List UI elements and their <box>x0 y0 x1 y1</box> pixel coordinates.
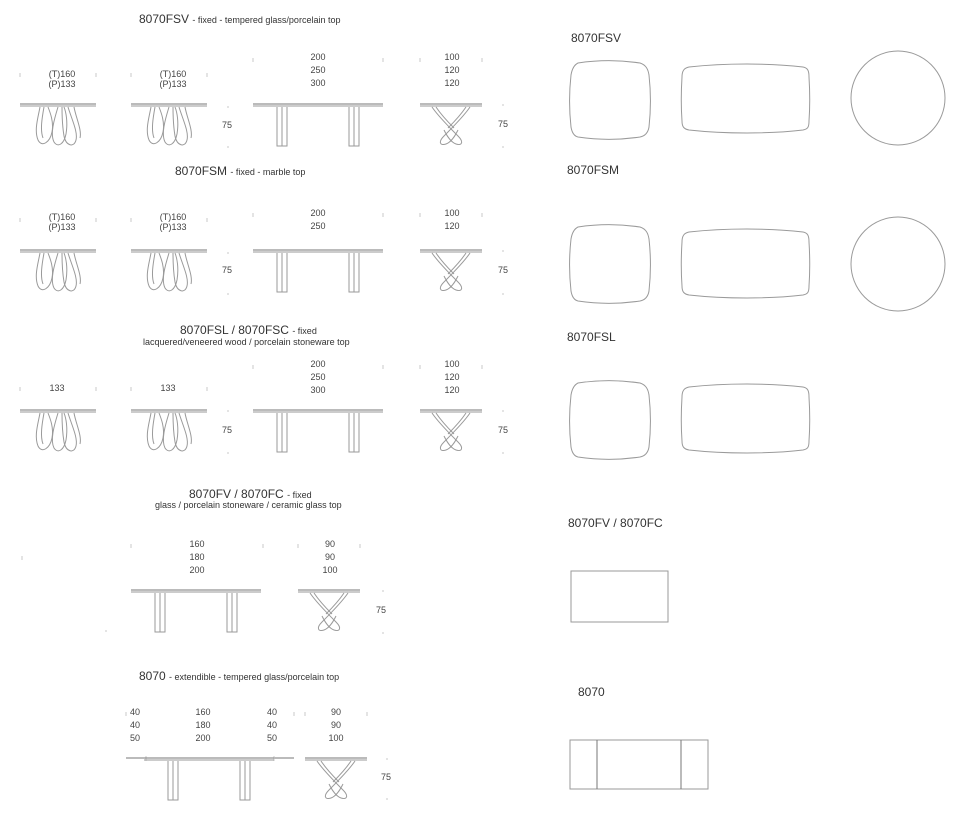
fsm-plan-square <box>570 225 651 304</box>
fv-plan-rect <box>571 571 668 622</box>
dim-front-line2: 250 <box>310 65 326 75</box>
ext-front-view <box>126 756 294 800</box>
dim-end-line2: 90 <box>330 720 341 730</box>
ext-plan-rect <box>570 740 708 789</box>
fsl-end-view <box>420 410 482 451</box>
dim-height: 75 <box>222 425 233 435</box>
dim-ext-right-line2: 40 <box>266 720 277 730</box>
dim-height: 75 <box>381 772 392 782</box>
dim-side2-line2: (P)133 <box>159 79 187 89</box>
dim-end-line1: 100 <box>444 208 460 218</box>
dim-ext-left-line3: 50 <box>129 733 140 743</box>
fsm-front-view <box>253 250 383 292</box>
dim-front-line1: 160 <box>189 539 205 549</box>
dim-front-line1: 200 <box>310 359 326 369</box>
dim-end-line1: 90 <box>330 707 341 717</box>
dim-height: 75 <box>222 265 233 275</box>
section-subline-fv: glass / porcelain stoneware / ceramic glass top <box>155 500 342 510</box>
dim-ext-left-line1: 40 <box>129 707 140 717</box>
ext-end-view <box>305 758 367 799</box>
fsm-side-view-2 <box>131 250 207 291</box>
fsl-front-view <box>253 410 383 452</box>
plan-title-fv: 8070FV / 8070FC <box>568 516 663 530</box>
dim-end-line3: 100 <box>328 733 344 743</box>
dim-end-line1: 100 <box>444 52 460 62</box>
dim-height: 75 <box>498 265 509 275</box>
dim-ext-right-line1: 40 <box>266 707 277 717</box>
dim-height: 75 <box>498 425 509 435</box>
fsm-plan-barrel <box>681 229 810 298</box>
fsl-side-view-1 <box>20 410 96 451</box>
dim-end-line2: 120 <box>444 65 460 75</box>
fsv-end-view <box>420 104 482 145</box>
dim-end-line2: 120 <box>444 372 460 382</box>
fsl-plan-barrel <box>681 384 810 453</box>
section-desc: - fixed <box>292 326 317 336</box>
dim-side2-line2: (P)133 <box>159 222 187 232</box>
dim-end-line3: 120 <box>444 385 460 395</box>
dim-height: 75 <box>498 119 509 129</box>
dim-end-line2: 90 <box>324 552 335 562</box>
fsm-side-view-1 <box>20 250 96 291</box>
dim-side2-line1: (T)160 <box>159 69 187 79</box>
fsv-plan-barrel <box>681 64 810 133</box>
dim-end-line1: 90 <box>324 539 335 549</box>
dim-side1-line1: (T)160 <box>48 69 76 79</box>
dim-front-line2: 250 <box>310 221 326 231</box>
plan-title-8070: 8070 <box>578 685 605 699</box>
fv-end-view <box>298 590 360 631</box>
section-desc: - fixed - marble top <box>230 167 306 177</box>
dim-side2-line1: (T)160 <box>159 212 187 222</box>
section-desc: - fixed - tempered glass/porcelain top <box>192 15 341 25</box>
section-code: 8070FSL / 8070FSC <box>180 323 289 337</box>
section-desc: - fixed <box>287 490 312 500</box>
dim-front-line3: 300 <box>310 78 326 88</box>
dim-front-line1: 200 <box>310 208 326 218</box>
dim-ext-left-line2: 40 <box>129 720 140 730</box>
dim-end-line2: 120 <box>444 221 460 231</box>
fsm-plan-round <box>851 217 945 311</box>
dim-front-line1: 200 <box>310 52 326 62</box>
dim-front-line2: 180 <box>195 720 211 730</box>
dim-side1-line2: (P)133 <box>48 79 76 89</box>
fv-front-view <box>131 590 261 632</box>
dim-front-line1: 160 <box>195 707 211 717</box>
section-subline-fsl: lacquered/veneered wood / porcelain stoneware top <box>143 337 350 347</box>
dim-front-line2: 250 <box>310 372 326 382</box>
dim-end-line3: 120 <box>444 78 460 88</box>
dim-side1-line1: 133 <box>49 383 65 393</box>
plan-title-fsv: 8070FSV <box>571 31 622 45</box>
fsv-side-view-1 <box>20 104 96 145</box>
plan-title-fsm: 8070FSM <box>567 163 620 177</box>
dim-front-line3: 300 <box>310 385 326 395</box>
fsl-plan-square <box>570 381 651 460</box>
section-code: 8070 <box>139 669 166 683</box>
section-desc: - extendible - tempered glass/porcelain top <box>169 672 340 682</box>
section-code: 8070FV / 8070FC <box>189 487 284 501</box>
dim-end-line3: 100 <box>322 565 338 575</box>
dimension-ticks <box>20 58 503 800</box>
fsv-plan-square <box>570 61 651 140</box>
dim-front-line3: 200 <box>195 733 211 743</box>
dim-side2-line1: 133 <box>160 383 176 393</box>
dim-height: 75 <box>376 605 387 615</box>
dim-ext-right-line3: 50 <box>266 733 277 743</box>
fsv-front-view <box>253 104 383 146</box>
section-code: 8070FSV <box>139 12 190 26</box>
plan-title-fsl: 8070FSL <box>567 330 616 344</box>
dim-end-line1: 100 <box>444 359 460 369</box>
dim-side1-line1: (T)160 <box>48 212 76 222</box>
section-code: 8070FSM <box>175 164 228 178</box>
fsv-plan-round <box>851 51 945 145</box>
dim-height: 75 <box>222 120 233 130</box>
dim-front-line3: 200 <box>189 565 205 575</box>
dim-front-line2: 180 <box>189 552 205 562</box>
dim-side1-line2: (P)133 <box>48 222 76 232</box>
fsm-end-view <box>420 250 482 291</box>
fsl-side-view-2 <box>131 410 207 451</box>
fsv-side-view-2 <box>131 104 207 145</box>
